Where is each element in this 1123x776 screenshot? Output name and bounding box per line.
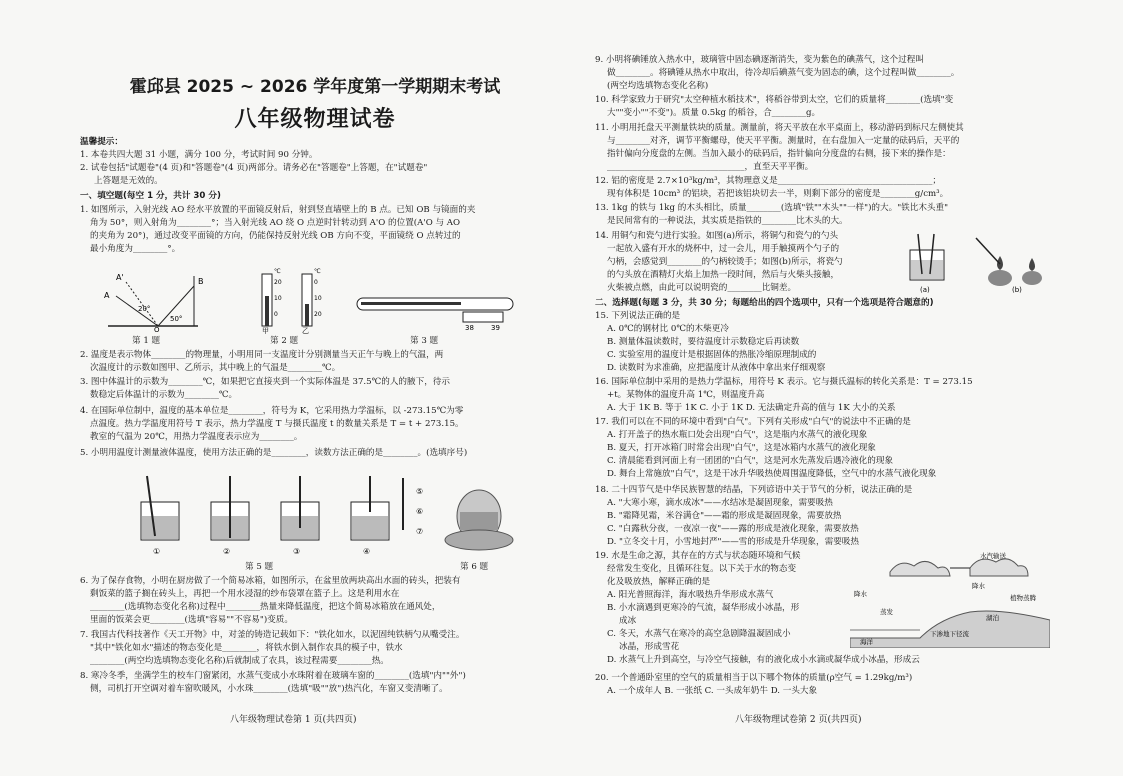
label-angle-50: 50° xyxy=(170,315,183,323)
question-14 xyxy=(595,230,843,295)
tick-jia-10: 10 xyxy=(274,295,282,302)
q11-line: ________________________________，直至天平平衡。 xyxy=(607,162,814,172)
q13-line: 是民间常有的一种说法，其实质是指铁的________比木头的大。 xyxy=(607,216,848,226)
beaker-4 xyxy=(351,476,389,540)
cloud-right xyxy=(970,559,1028,576)
question-20 xyxy=(595,672,912,698)
label-ocean: 海洋 xyxy=(860,638,873,646)
tips-heading: 温馨提示： xyxy=(80,137,123,147)
q3-line: 数稳定后体温计的示数为________℃。 xyxy=(90,390,238,400)
q10-line: 10. 科学家致力于研究"太空种植水稻技术"，将稻谷带到太空，它们的质量将________(选填"变 xyxy=(595,95,954,105)
caption-fig-5: 第 5 题 xyxy=(245,562,274,572)
q18-option: A. "大寒小寒，滴水成冰"——水结冰是凝固现象，需要吸热 xyxy=(607,498,833,508)
tick-jia-20: 20 xyxy=(274,279,282,286)
question-18 xyxy=(595,484,912,549)
q8-line: 8. 寒冷冬季，坐满学生的校车门窗紧闭，水蒸气变成小水珠附着在玻璃车窗的________(选填"内""外") xyxy=(80,671,466,681)
tick-yi-10: 10 xyxy=(314,295,322,302)
label-angle-20: 20° xyxy=(138,305,151,313)
question-15 xyxy=(595,310,825,375)
page-2 xyxy=(595,0,1055,776)
q1-line: 角为 50°，则入射角为________°；当入射光线 AO 绕 O 点逆时针转动到 A'O 的位置(A'O 与 AO xyxy=(90,218,461,228)
q19-option: A. 阳光普照海洋，海水吸热升华形成水蒸气 xyxy=(607,590,774,600)
figure-3-clinical-thermometer xyxy=(355,290,520,334)
label-b: (b) xyxy=(1012,286,1022,294)
label-b: B xyxy=(198,277,204,286)
basin xyxy=(445,530,513,550)
q10-line: 大""变小""不变")。质量 0.5kg 的稻谷，合________g。 xyxy=(607,108,821,118)
caption-fig-6: 第 6 题 xyxy=(460,562,489,572)
figure-5-view-angles xyxy=(410,484,440,544)
label-jia: 甲 xyxy=(262,327,269,334)
tick-39: 39 xyxy=(491,324,500,332)
question-5 xyxy=(80,447,467,460)
label-1: ① xyxy=(153,547,161,556)
q14-line: 一起放入盛有开水的烧杯中，过一会儿，用手触摸两个勺子的 xyxy=(607,244,840,254)
tick-yi-0: 0 xyxy=(314,279,318,286)
label-3: ③ xyxy=(293,547,301,556)
label-transpiration: 植物蒸腾 xyxy=(1010,594,1036,602)
q19-line: 19. 水是生命之源，其存在的方式与状态随环境和气候 xyxy=(595,551,801,561)
q14-line: 勺柄，会感觉到________的勺柄较烫手；如图(b)所示，将瓷勺 xyxy=(607,257,843,267)
q19-option: B. 小水滴遇到更寒冷的气流，凝华形成小冰晶，形 xyxy=(607,603,800,613)
figure-14-spoons xyxy=(900,228,1050,296)
q15-option: A. 0℃的钢材比 0℃的木柴更冷 xyxy=(607,324,729,334)
figure-14a-beaker xyxy=(910,234,944,280)
q7-line: "其中"铁化如水"描述的物态变化是________，将铁水倒入制作农具的模子中，铁水 xyxy=(90,643,403,653)
q19-option: 成冰 xyxy=(619,616,637,626)
label-2: ② xyxy=(223,547,231,556)
q19-line: 经常发生变化，且循环往复。以下关于水的物态变 xyxy=(607,564,797,574)
section-choice-heading: 二、选择题(每题 3 分，共 30 分；每题给出的四个选项中，只有一个选项是符合题意的) xyxy=(595,298,934,308)
unit-jia: ℃ xyxy=(274,268,281,275)
question-12 xyxy=(595,175,948,201)
q15-option: B. 测量体温读数时，要待温度计示数稳定后再读数 xyxy=(607,337,800,347)
q6-line: 剩饭菜的篮子搁在砖头上，再把一个用水浸湿的纱布袋罩在篮子上。这是利用水在 xyxy=(90,589,400,599)
q9-line: (两空均选填物态变化名称) xyxy=(607,81,709,91)
label-o: O xyxy=(154,326,160,332)
liquid-yi xyxy=(305,304,309,326)
q15-line: 15. 下列说法正确的是 xyxy=(595,311,681,321)
question-4 xyxy=(80,405,464,444)
tips xyxy=(80,149,427,188)
label-6: ⑥ xyxy=(416,507,424,516)
q9-line: 做________。将碘锤从热水中取出，待冷却后碘蒸气变为固态的碘，这个过程叫做________。 xyxy=(607,68,960,78)
label-a-prime: A' xyxy=(116,273,124,282)
question-8 xyxy=(80,670,466,696)
question-6 xyxy=(80,575,460,627)
question-16 xyxy=(595,376,973,415)
label-a: A xyxy=(104,291,110,300)
figure-1-reflection xyxy=(98,268,208,332)
page-footer-2: 八年级物理试卷第 2 页(共四页) xyxy=(735,715,862,725)
q1-line: 1. 如图所示，入射光线 AO 经水平放置的平面镜反射后，射到竖直墙壁上的 B 点。已知 OB 与镜面的夹 xyxy=(80,205,476,215)
q11-line: 与________对齐，调节平衡螺母，使天平平衡。测量时，在右盘加入一定量的砝码后，天平的 xyxy=(607,136,960,146)
liquid-jia xyxy=(265,296,269,326)
q14-line: 的勺头放在酒精灯火焰上加热一段时间，然后与火柴头接触， xyxy=(607,270,840,280)
figure-2-thermometers xyxy=(250,266,340,334)
figure-6-simple-fridge xyxy=(440,482,518,558)
incident-ray-ao xyxy=(116,296,158,326)
label-vapor-transport: 水汽输送 xyxy=(980,552,1006,560)
question-2 xyxy=(80,349,443,375)
q1-line: 最小角度为________°。 xyxy=(90,244,181,254)
q2-line: 次温度计的示数如图甲、乙所示，其中晚上的气温是________℃。 xyxy=(90,363,341,373)
tick-jia-0: 0 xyxy=(274,311,278,318)
q6-line: 6. 为了保存食物，小明在厨房做了一个简易冰箱，如图所示，在盆里放两块高出水面的砖头，把装有 xyxy=(80,576,461,586)
q19-option: D. 水蒸气上升到高空，与冷空气接触，有的液化成小水滴或凝华成小冰晶，形成云 xyxy=(607,655,920,665)
beaker-2 xyxy=(211,476,249,540)
page-footer-1: 八年级物理试卷第 1 页(共四页) xyxy=(230,715,357,725)
q11-line: 11. 小明用托盘天平测量铁块的质量。测量前，将天平放在水平桌面上，移动游码到标尺左侧使其 xyxy=(595,123,964,133)
beaker-1 xyxy=(141,476,179,540)
tick-38: 38 xyxy=(465,324,474,332)
exam-subtitle: 八年级物理试卷 xyxy=(234,107,396,132)
q11-line: 指针偏向分度盘的左侧。当加入最小的砝码后，指针偏向分度盘的右侧，接下来的操作是： xyxy=(607,149,951,159)
label-5: ⑤ xyxy=(416,487,424,496)
label-7: ⑦ xyxy=(416,527,424,536)
q17-line: 17. 我们可以在不同的环境中看到"白气"。下列有关形成"白气"的说法中不正确的是 xyxy=(595,417,911,427)
label-a: (a) xyxy=(920,286,930,294)
q7-line: 7. 我国古代科技著作《天工开物》中，对釜的铸造记载如下："铁化如水，以泥固纯铁柄勺从嘴受注。 xyxy=(80,630,465,640)
tip-line: 1. 本卷共四大题 31 小题，满分 100 分，考试时间 90 分钟。 xyxy=(80,150,318,160)
q16-line: 16. 国际单位制中采用的是热力学温标，用符号 K 表示。它与摄氏温标的转化关系是：T = 273.15 xyxy=(595,377,973,387)
unit-yi: ℃ xyxy=(314,268,321,275)
q16-line: +t。某物体的温度升高 1℃，则温度升高 xyxy=(607,390,765,400)
label-4: ④ xyxy=(363,547,371,556)
question-13 xyxy=(595,202,948,228)
question-10 xyxy=(595,94,953,120)
tick-yi-20: 20 xyxy=(314,311,322,318)
question-17 xyxy=(595,416,936,481)
scale-magnifier xyxy=(463,312,503,322)
q17-option: A. 打开盖子的热水瓶口处会出现"白气"，这是瓶内水蒸气的液化现象 xyxy=(607,430,868,440)
q5-line: 5. 小明用温度计测量液体温度，使用方法正确的是________，读数方法正确的是________。(选填序号) xyxy=(80,448,468,458)
q16-options: A. 大于 1K B. 等于 1K C. 小于 1K D. 无法确定升高的值与 1K 大小的关系 xyxy=(607,403,896,413)
q8-line: 侧，司机打开空调对着车窗吹暖风，小水珠________(选填"吸""放")热汽化，车窗又变清晰了。 xyxy=(90,684,448,694)
q9-line: 9. 小明将碘锤放入热水中，玻璃管中固态碘逐渐消失，变为紫色的碘蒸气，这个过程叫 xyxy=(595,55,924,65)
q18-option: D. "立冬交十月，小雪地封严"——雪的形成是升华现象，需要吸热 xyxy=(607,537,859,547)
q12-line: 12. 铝的密度是 2.7×10³kg/m³，其物理意义是____________________________________； xyxy=(595,176,941,186)
q17-option: C. 清晨能看到河面上有一团团的"白气"，这是河水先蒸发后遇冷液化的现象 xyxy=(607,456,894,466)
q19-option: 冰晶，形成雪花 xyxy=(619,642,680,652)
q15-option: C. 实验室用的温度计是根据固体的热胀冷缩原理制成的 xyxy=(607,350,817,360)
q19-line: 化及吸放热，解释正确的是 xyxy=(607,577,711,587)
cloud-left xyxy=(890,561,950,576)
q20-options: A. 一个成年人 B. 一张纸 C. 一头成年奶牛 D. 一头大象 xyxy=(607,686,818,696)
question-9 xyxy=(595,54,959,93)
figure-19-water-cycle xyxy=(850,548,1050,648)
q7-line: ________(两空均选填物态变化名称)后就制成了农具，该过程需要________热。 xyxy=(90,656,389,666)
q14-line: 火柴被点燃，由此可以说明瓷的________比铜差。 xyxy=(607,283,797,293)
q18-line: 18. 二十四节气是中华民族智慧的结晶，下列谚语中关于节气的分析，说法正确的是 xyxy=(595,485,913,495)
exam-title: 霍邱县 2025 ~ 2026 学年度第一学期期末考试 xyxy=(129,77,501,97)
q18-option: C. "白露秋分夜，一夜凉一夜"——露的形成是液化现象，需要放热 xyxy=(607,524,859,534)
q4-line: 点温度。热力学温度用符号 T 表示，热力学温度 T 与摄氏温度 t 的数量关系是 T = t + 273.15。 xyxy=(90,419,464,429)
q6-line: 里面的饭菜会更________(选填"容易""不容易")变质。 xyxy=(90,615,293,625)
caption-fig-2: 第 2 题 xyxy=(270,336,299,346)
q18-option: B. "霜降见霜，米谷满仓"——霜的形成是凝固现象，需要放热 xyxy=(607,511,842,521)
label-yi: 乙 xyxy=(302,327,309,334)
incident-ray-a-prime xyxy=(126,282,158,326)
q3-line: 3. 图中体温计的示数为________℃，如果把它直接夹到一个实际体温是 37.5℃的人的腋下，待示 xyxy=(80,377,450,387)
section-fill-heading: 一、填空题(每空 1 分，共计 30 分) xyxy=(80,191,221,201)
q1-line: 的夹角为 20°)，通过改变平面镜的方向，仍能保持反射光线 OB 方向不变，平面镜绕 O 点转过的 xyxy=(90,231,461,241)
question-7 xyxy=(80,629,464,668)
caption-fig-3: 第 3 题 xyxy=(410,336,439,346)
q17-option: B. 夏天，打开冰箱门时常会出现"白气"，这是冰箱内水蒸气的液化现象 xyxy=(607,443,876,453)
caption-fig-1: 第 1 题 xyxy=(132,336,161,346)
q13-line: 13. 1kg 的铁与 1kg 的木头相比，质量________(选填"铁""木头""一样")的大。"铁比木头重" xyxy=(595,203,949,213)
tip-line: 上答题是无效的。 xyxy=(94,176,163,186)
label-evaporation: 蒸发 xyxy=(880,608,893,616)
mercury-column xyxy=(361,302,461,305)
q4-line: 教室的气温为 20℃，用热力学温度表示应为________。 xyxy=(90,432,303,442)
figure-14b-alcohol-lamp xyxy=(976,238,1042,286)
label-precip-land: 降水 xyxy=(972,582,985,590)
q4-line: 4. 在国际单位制中，温度的基本单位是________，符号为 K，它采用热力学温标，以 -273.15℃为零 xyxy=(80,406,464,416)
q20-line: 20. 一个普通卧室里的空气的质量相当于以下哪个物体的质量(ρ空气 = 1.29kg/m³) xyxy=(595,673,913,683)
figure-5-beakers xyxy=(135,472,415,558)
q15-option: D. 读数时为求准确，应把温度计从液体中拿出来仔细观察 xyxy=(607,363,826,373)
q17-option: D. 舞台上常施放"白气"，这是干冰升华吸热使周围温度降低，空气中的水蒸气液化现象 xyxy=(607,469,937,479)
question-11 xyxy=(595,122,964,174)
label-lake: 湖泊 xyxy=(986,614,999,622)
question-3 xyxy=(80,376,450,402)
q6-line: ________(选填物态变化名称)过程中________热量来降低温度，把这个简易冰箱放在通风处， xyxy=(90,602,441,612)
q12-line: 现有体积是 10cm³ 的铝块，若把该铝块切去一半，则剩下部分的密度是________g/cm³。 xyxy=(607,189,949,199)
label-groundwater: 下渗地下径流 xyxy=(930,630,969,638)
label-precip-ocean: 降水 xyxy=(854,590,867,598)
q19-option: C. 冬天，水蒸气在寒冷的高空急剧降温凝固成小 xyxy=(607,629,791,639)
question-1 xyxy=(80,204,475,256)
q14-line: 14. 用铜勺和瓷勺进行实验。如图(a)所示，将铜勺和瓷勺的勺头 xyxy=(595,231,839,241)
beaker-3 xyxy=(281,476,319,540)
tip-line: 2. 试卷包括"试题卷"(4 页)和"答题卷"(4 页)两部分。请务必在"答题卷"上答题，在"试题卷" xyxy=(80,163,428,173)
basket xyxy=(460,512,498,530)
page-1 xyxy=(80,0,550,776)
q2-line: 2. 温度是表示物体________的物理量，小明用同一支温度计分别测量当天正午与晚上的气温，两 xyxy=(80,350,444,360)
